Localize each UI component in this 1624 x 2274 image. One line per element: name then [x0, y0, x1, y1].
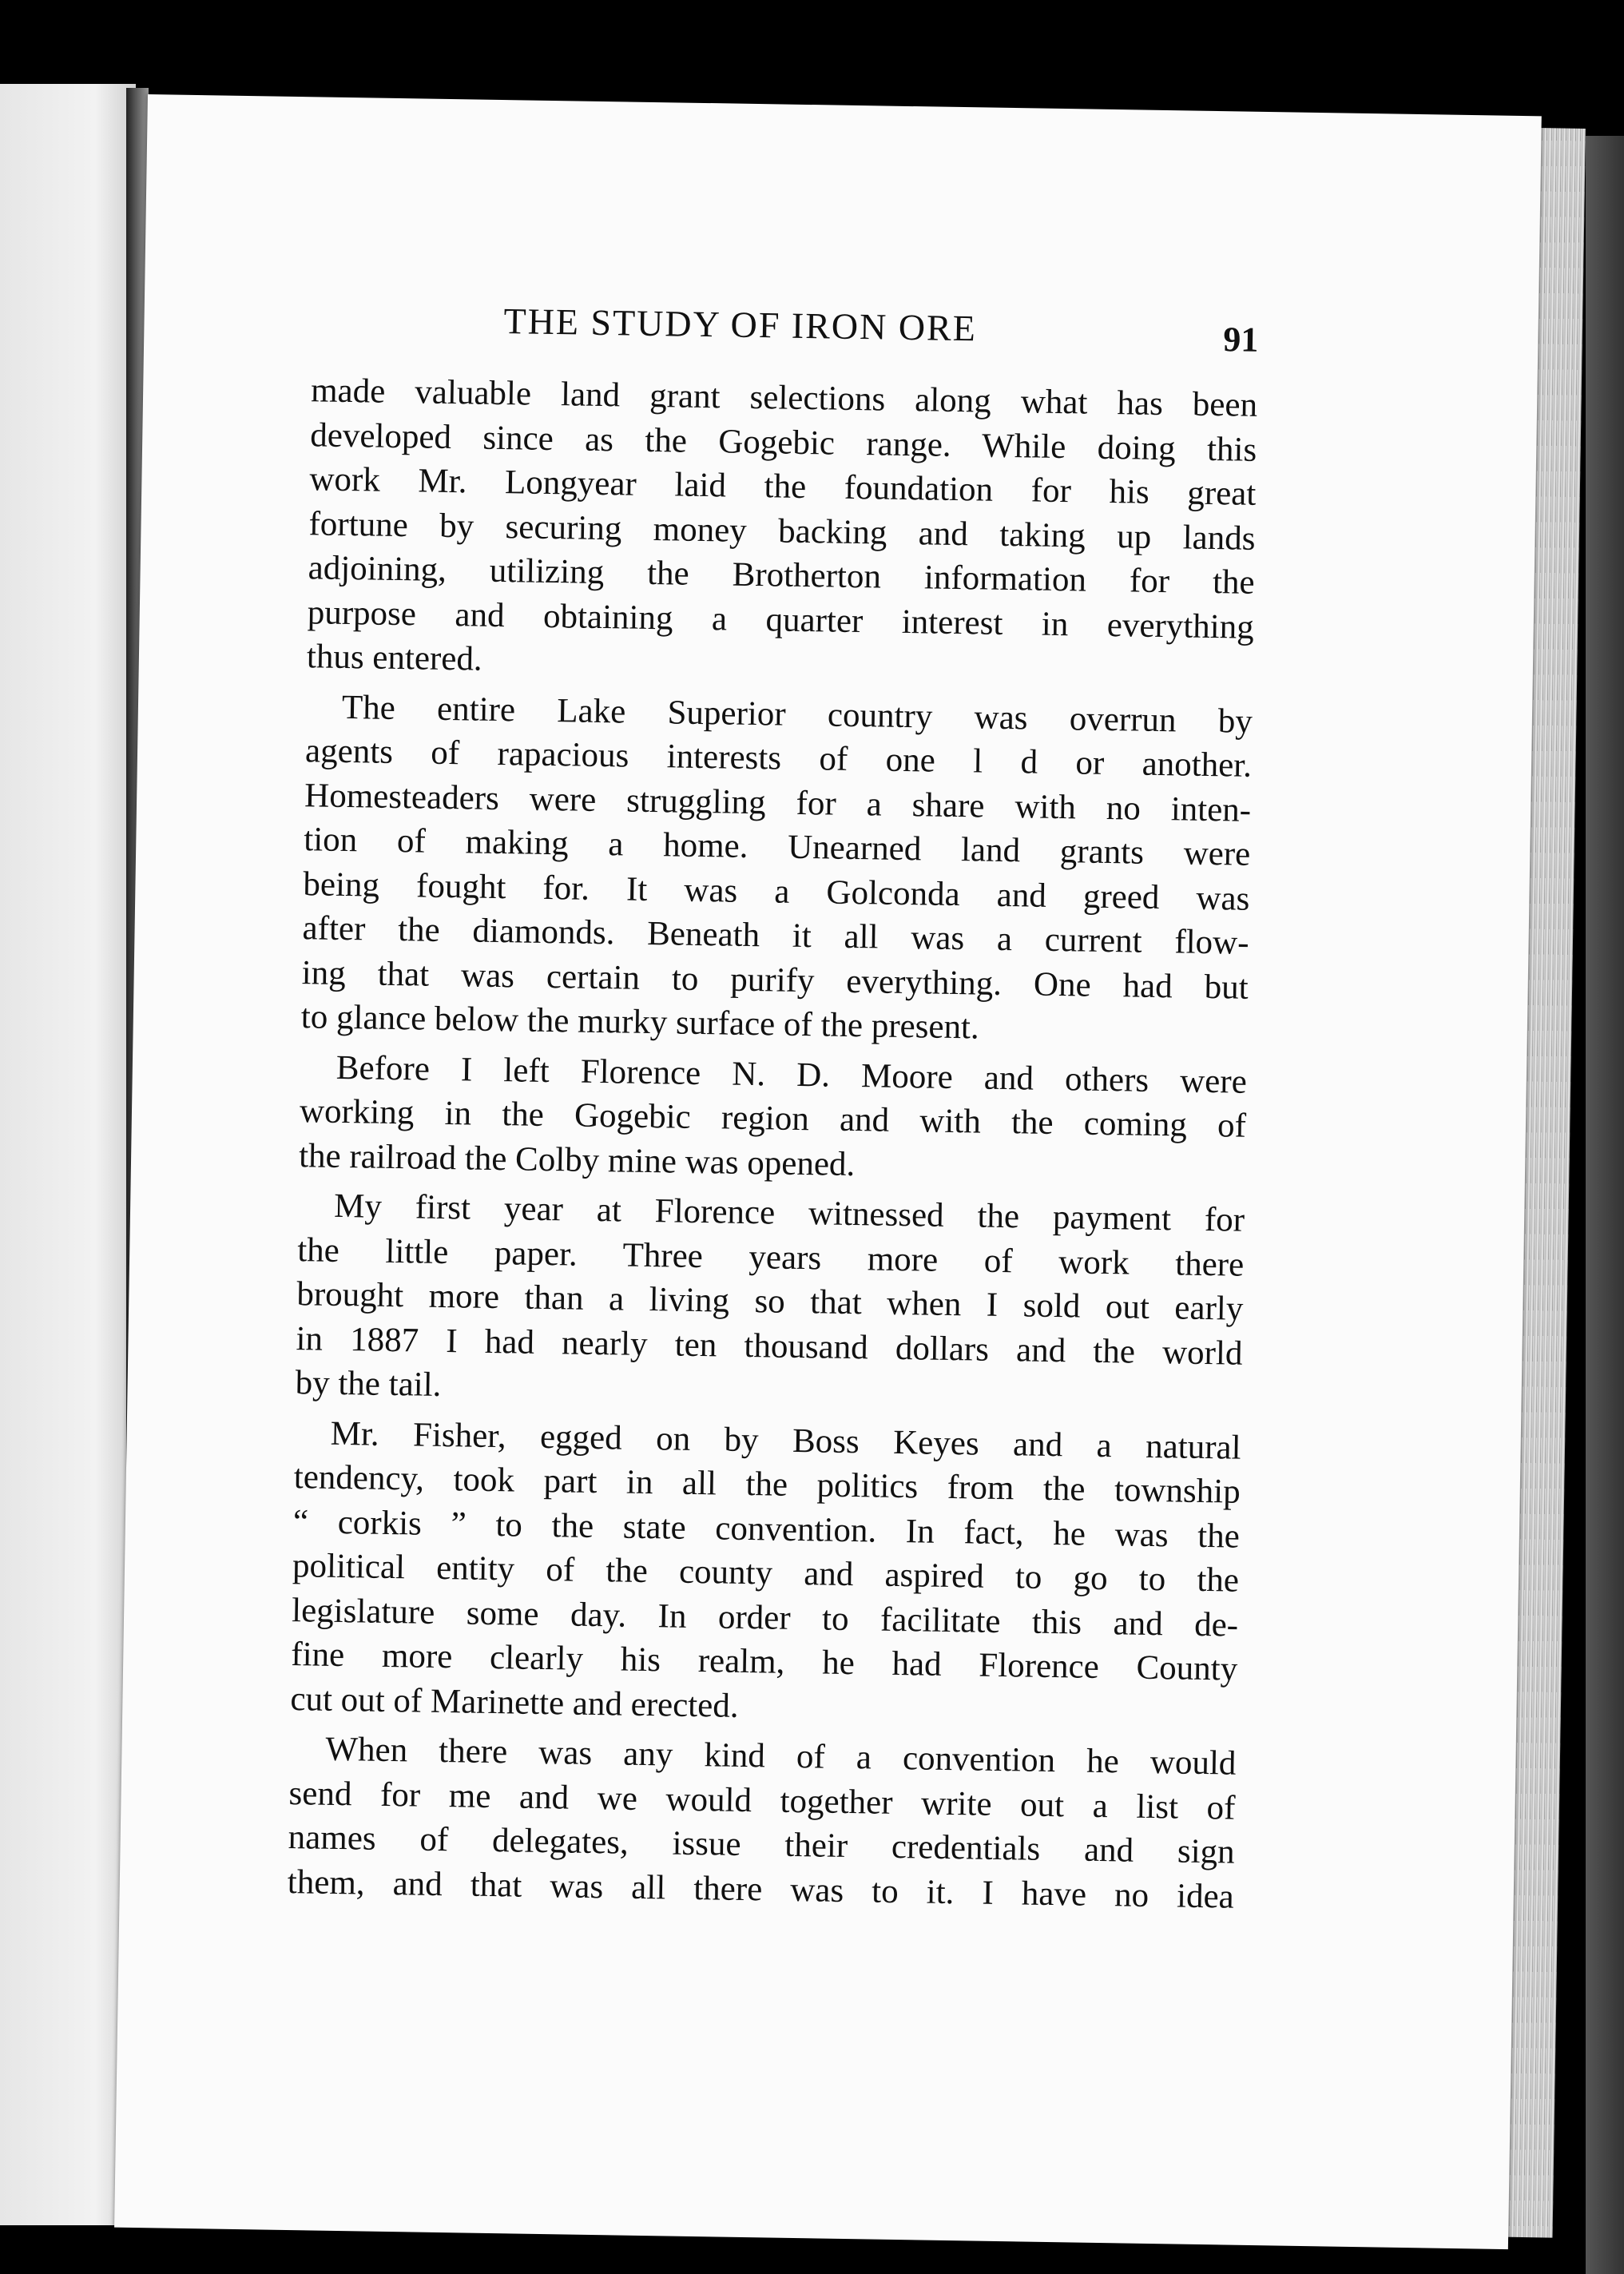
paragraph: [300, 685, 1253, 1055]
text-line: thus entered.: [306, 638, 483, 678]
text-line: by the tail.: [295, 1364, 442, 1404]
text-line: brought more than a living so that when I sold out early: [296, 1275, 1244, 1328]
paragraph: [299, 1045, 1247, 1193]
text-line: made valuable land grant selections along what has been: [310, 372, 1258, 424]
text-line: work Mr. Longyear laid the foundation for his great: [309, 460, 1257, 513]
previous-page-edge: [0, 84, 136, 2225]
text-line: to glance below the murky surface of the present.: [300, 998, 980, 1047]
text-line: developed since as the Gogebic range. While doing this: [309, 415, 1257, 469]
text-line: agents of rapacious interests of one l d or another.: [304, 732, 1253, 785]
text-line: When there was any kind of a convention he would: [325, 1730, 1237, 1783]
book-page: [114, 94, 1542, 2249]
text-line: after the diamonds. Beneath it all was a current flow-: [302, 909, 1249, 962]
text-line: the railroad the Colby mine was opened.: [298, 1136, 856, 1183]
text-line: them, and that was all there was to it. I have no idea: [287, 1863, 1235, 1916]
running-head: [312, 296, 1259, 384]
text-line: Homesteaders were struggling for a share with no inten-: [304, 776, 1252, 829]
text-line: names of delegates, issue their credentials and sign: [288, 1819, 1235, 1871]
text-line: fine more clearly his realm, he had Florence County: [290, 1636, 1238, 1688]
text-line: in 1887 I had nearly ten thousand dollars and the world: [296, 1319, 1243, 1373]
running-title: THE STUDY OF IRON ORE: [503, 300, 978, 349]
text-line: purpose and obtaining a quarter interest in everything: [307, 593, 1255, 646]
text-block: [287, 296, 1259, 1924]
page-number: 91: [1222, 320, 1259, 360]
text-line: adjoining, utilizing the Brotherton information for the: [308, 549, 1255, 602]
book-cover-edge: [1586, 136, 1624, 2274]
text-line: send for me and we would together write out a list of: [288, 1774, 1236, 1827]
text-line: My first year at Florence witnessed the payment for: [333, 1187, 1245, 1239]
text-line: working in the Gogebic region and with the coming of: [299, 1092, 1247, 1145]
text-line: Mr. Fisher, egged on by Boss Keyes and a natural: [330, 1414, 1241, 1467]
paragraph: [290, 1411, 1241, 1736]
text-line: tendency, took part in all the politics from the township: [293, 1458, 1241, 1511]
text-line: tion of making a home. Unearned land grants were: [304, 821, 1251, 873]
text-line: Before I left Florence N. D. Moore and others were: [336, 1048, 1248, 1101]
text-line: fortune by securing money backing and taking up lands: [308, 504, 1256, 558]
text-line: cut out of Marinette and erected.: [290, 1680, 739, 1725]
text-line: ing that was certain to purify everything. One had but: [301, 953, 1249, 1007]
text-line: being fought for. It was a Golconda and greed was: [303, 865, 1250, 918]
text-line: the little paper. Three years more of work there: [296, 1230, 1245, 1284]
paragraph: [287, 1727, 1236, 1919]
paragraph: [307, 368, 1258, 694]
text-line: political entity of the county and aspired to go to the: [292, 1547, 1240, 1600]
paragraph: [295, 1183, 1245, 1420]
text-line: “ corkis ” to the state convention. In fact, he was the: [292, 1502, 1241, 1556]
text-line: The entire Lake Superior country was overrun by: [341, 688, 1253, 741]
text-line: legislature some day. In order to facilitate this and de-: [291, 1591, 1239, 1644]
